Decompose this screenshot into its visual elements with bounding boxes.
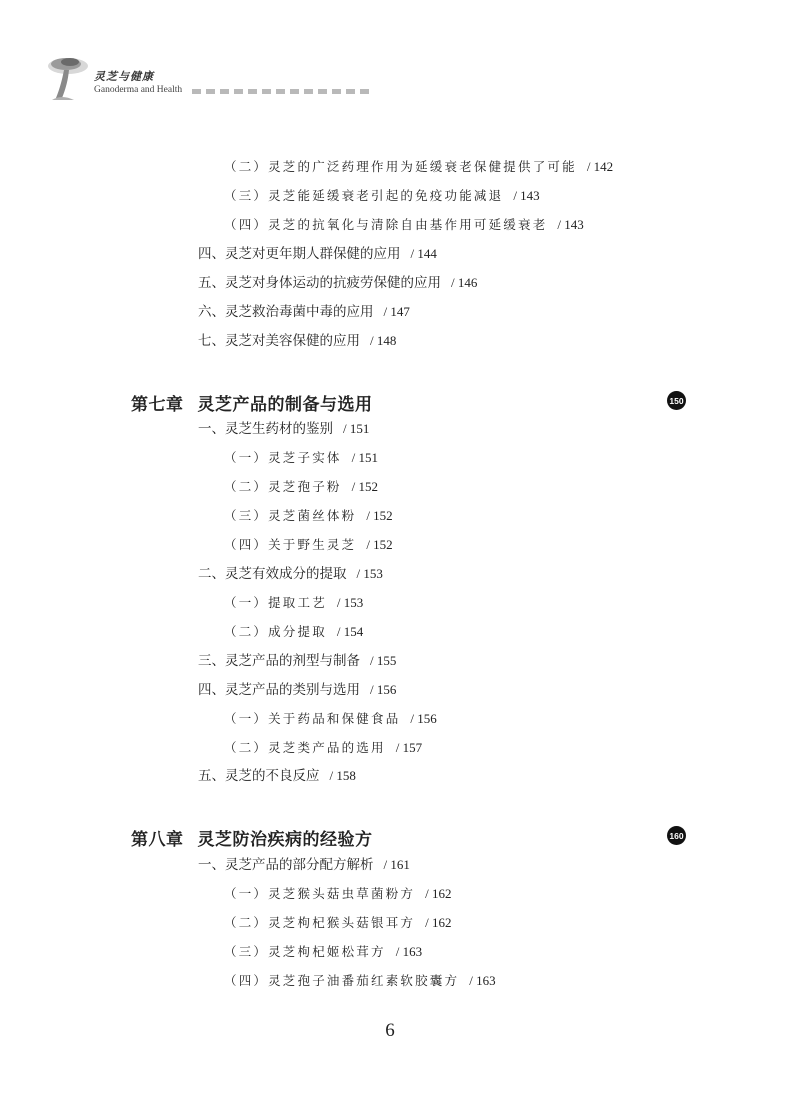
header-dash-divider	[192, 89, 372, 94]
toc-entry: 二、灵芝有效成分的提取 / 153	[198, 566, 383, 582]
toc-entry: 六、灵芝救治毒菌中毒的应用 / 147	[198, 304, 410, 320]
book-title: 灵芝与健康	[94, 70, 154, 83]
toc-entry: （四）灵芝孢子油番茄红素软胶囊方 / 163	[224, 973, 496, 988]
chapter-heading	[131, 825, 373, 850]
lingzhi-tree-icon	[44, 52, 92, 106]
toc-entry: 七、灵芝对美容保健的应用 / 148	[198, 333, 397, 349]
chapter-label: 第八章	[131, 830, 184, 850]
toc-entry: 四、灵芝产品的类别与选用 / 156	[198, 682, 397, 698]
toc-entry: 五、灵芝的不良反应 / 158	[198, 768, 356, 784]
toc-entry: （二）灵芝的广泛药理作用为延缓衰老保健提供了可能 / 142	[224, 159, 614, 174]
chapter-title: 灵芝防治疾病的经验方	[197, 830, 373, 850]
chapter-page-badge: 160	[667, 826, 686, 845]
toc-entry: （四）关于野生灵芝 / 152	[224, 537, 393, 552]
toc-entry: （一）灵芝子实体 / 151	[224, 450, 378, 465]
chapter-page-badge: 150	[667, 391, 686, 410]
toc-entry: 四、灵芝对更年期人群保健的应用 / 144	[198, 246, 437, 262]
toc-entry: （二）成分提取 / 154	[224, 624, 364, 639]
toc-entry: 一、灵芝生药材的鉴别 / 151	[198, 421, 370, 437]
toc-entry: （三）灵芝菌丝体粉 / 152	[224, 508, 393, 523]
chapter-heading	[131, 390, 373, 415]
toc-entry: 三、灵芝产品的剂型与制备 / 155	[198, 653, 397, 669]
page-number: 6	[385, 1020, 395, 1041]
toc-entry: （四）灵芝的抗氧化与清除自由基作用可延缓衰老 / 143	[224, 217, 584, 232]
toc-entry: （一）关于药品和保健食品 / 156	[224, 711, 437, 726]
toc-entry: （一）灵芝猴头菇虫草菌粉方 / 162	[224, 886, 452, 901]
toc-entry: 一、灵芝产品的部分配方解析 / 161	[198, 857, 410, 873]
book-subtitle: Ganoderma and Health	[94, 85, 183, 95]
toc-entry: （二）灵芝枸杞猴头菇银耳方 / 162	[224, 915, 452, 930]
toc-entry: （三）灵芝能延缓衰老引起的免疫功能减退 / 143	[224, 188, 540, 203]
toc-entry: （三）灵芝枸杞姬松茸方 / 163	[224, 944, 423, 959]
chapter-label: 第七章	[131, 395, 184, 415]
toc-entry: （一）提取工艺 / 153	[224, 595, 364, 610]
toc-entry: （二）灵芝类产品的选用 / 157	[224, 740, 423, 755]
chapter-title: 灵芝产品的制备与选用	[197, 395, 373, 415]
toc-entry: 五、灵芝对身体运动的抗疲劳保健的应用 / 146	[198, 275, 478, 291]
toc-entry: （二）灵芝孢子粉 / 152	[224, 479, 378, 494]
running-header	[44, 52, 374, 108]
